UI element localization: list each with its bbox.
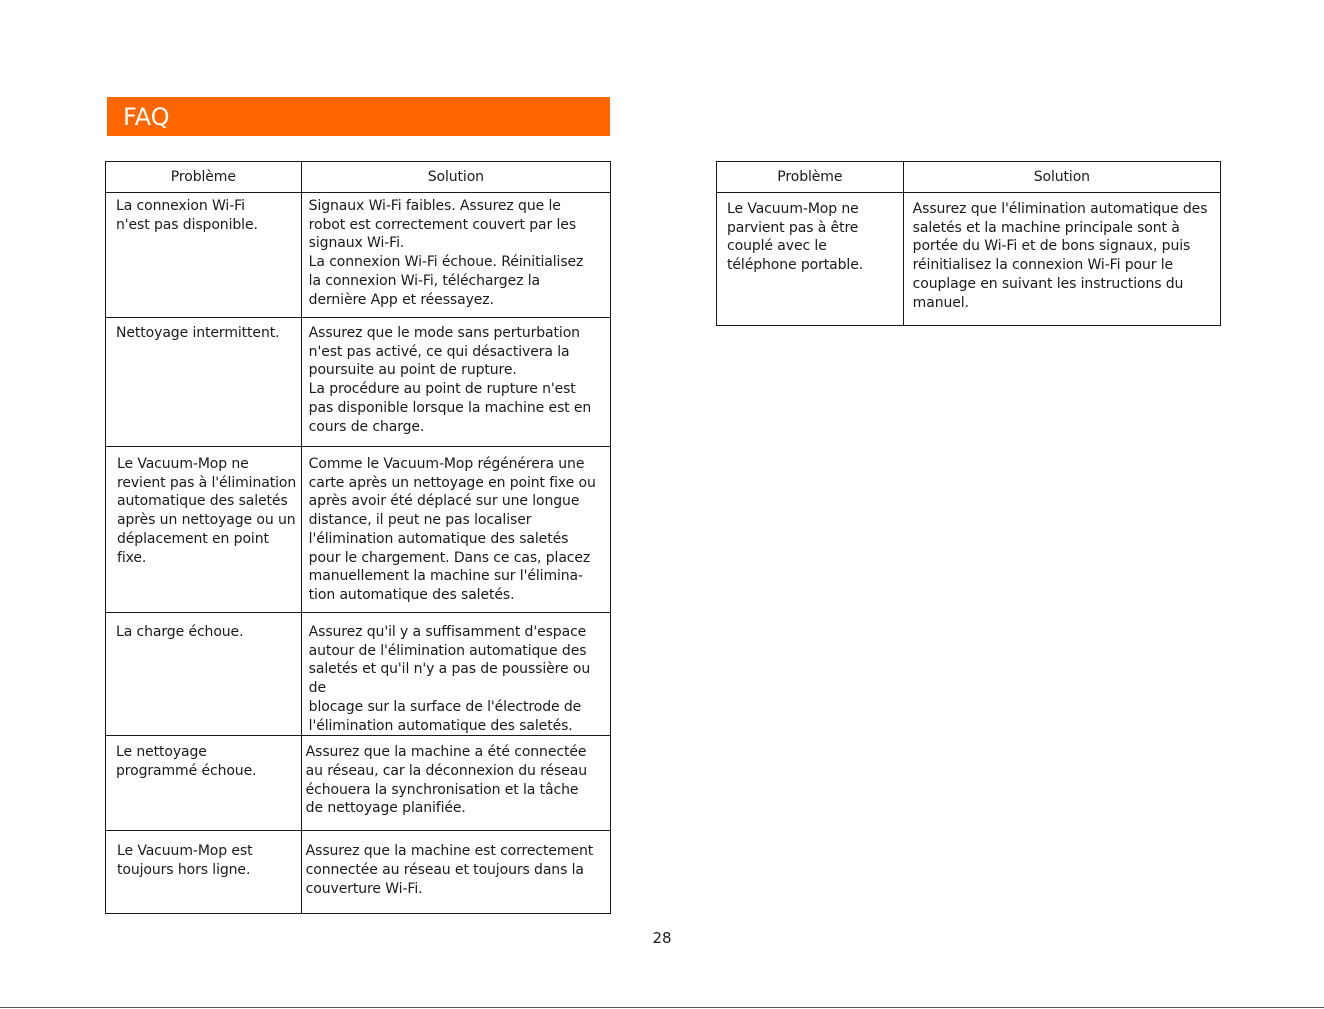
problem-column-header: Problème [106, 162, 302, 193]
page-number: 28 [652, 929, 672, 947]
problem-cell: La charge échoue. [116, 624, 244, 640]
table-row [106, 318, 611, 447]
table-row [106, 193, 611, 318]
solution-cell: Assurez que l'élimination automatique des saletés et la machine principale sont à portée du Wi-Fi et de bons signaux, puis réinitialisez la connexion Wi-Fi pour le couplage en suivant les instructions du manuel. [912, 201, 1208, 311]
faq-table-right [716, 161, 1221, 326]
table-row [106, 613, 611, 736]
faq-table-left [105, 161, 611, 914]
solution-cell: Assurez que la machine a été connectée au réseau, car la déconnexion du réseau échouera la synchronisation et la tâche de nettoyage planifiée. [305, 744, 587, 817]
problem-cell: Nettoyage intermittent. [116, 325, 280, 341]
table-header-row [106, 162, 611, 193]
solution-cell: Signaux Wi-Fi faibles. Assurez que le robot est correctement couvert par les signaux Wi-Fi. La connexion Wi-Fi échoue. Réinitialisez la connexion Wi-Fi, téléchargez la dernière App et réessayez. [308, 198, 584, 308]
table-row [106, 447, 611, 613]
problem-cell: La connexion Wi-Fi n'est pas disponible. [116, 198, 258, 233]
problem-cell: Le Vacuum-Mop ne revient pas à l'élimination automatique des saletés après un nettoyage ou un déplacement en point fixe. [117, 456, 297, 566]
faq-title: FAQ [107, 97, 610, 136]
solution-cell: Assurez que le mode sans perturbation n'est pas activé, ce qui désactivera la poursuite au point de rupture. La procédure au point de rupture n'est pas disponible lorsque la machine est en cours de charge. [308, 325, 592, 435]
problem-cell: Le Vacuum-Mop est toujours hors ligne. [117, 843, 253, 878]
table-row [106, 831, 611, 914]
solution-cell: Assurez qu'il y a suffisamment d'espace autour de l'élimination automatique des saletés et qu'il n'y a pas de poussière ou de blocage sur la surface de l'électrode de l'élimination automatique des saletés. [308, 624, 591, 734]
solution-column-header: Solution [903, 162, 1220, 193]
bottom-divider [0, 1007, 1324, 1008]
table-header-row [717, 162, 1221, 193]
table-row [717, 193, 1221, 326]
problem-cell: Le nettoyage programmé échoue. [116, 744, 257, 779]
solution-cell: Comme le Vacuum-Mop régénérera une carte après un nettoyage en point fixe ou après avoir été déplacé sur une longue distance, il peut ne pas localiser l'élimination automatique des saletés pour le chargement. Dans ce cas, placez manuellement la machine sur l'élimina- tion automatique des saletés. [308, 456, 596, 603]
problem-column-header: Problème [717, 162, 904, 193]
solution-column-header: Solution [301, 162, 610, 193]
table-row [106, 736, 611, 831]
solution-cell: Assurez que la machine est correctement connectée au réseau et toujours dans la couverture Wi-Fi. [305, 843, 594, 897]
problem-cell: Le Vacuum-Mop ne parvient pas à être couplé avec le téléphone portable. [727, 201, 864, 274]
